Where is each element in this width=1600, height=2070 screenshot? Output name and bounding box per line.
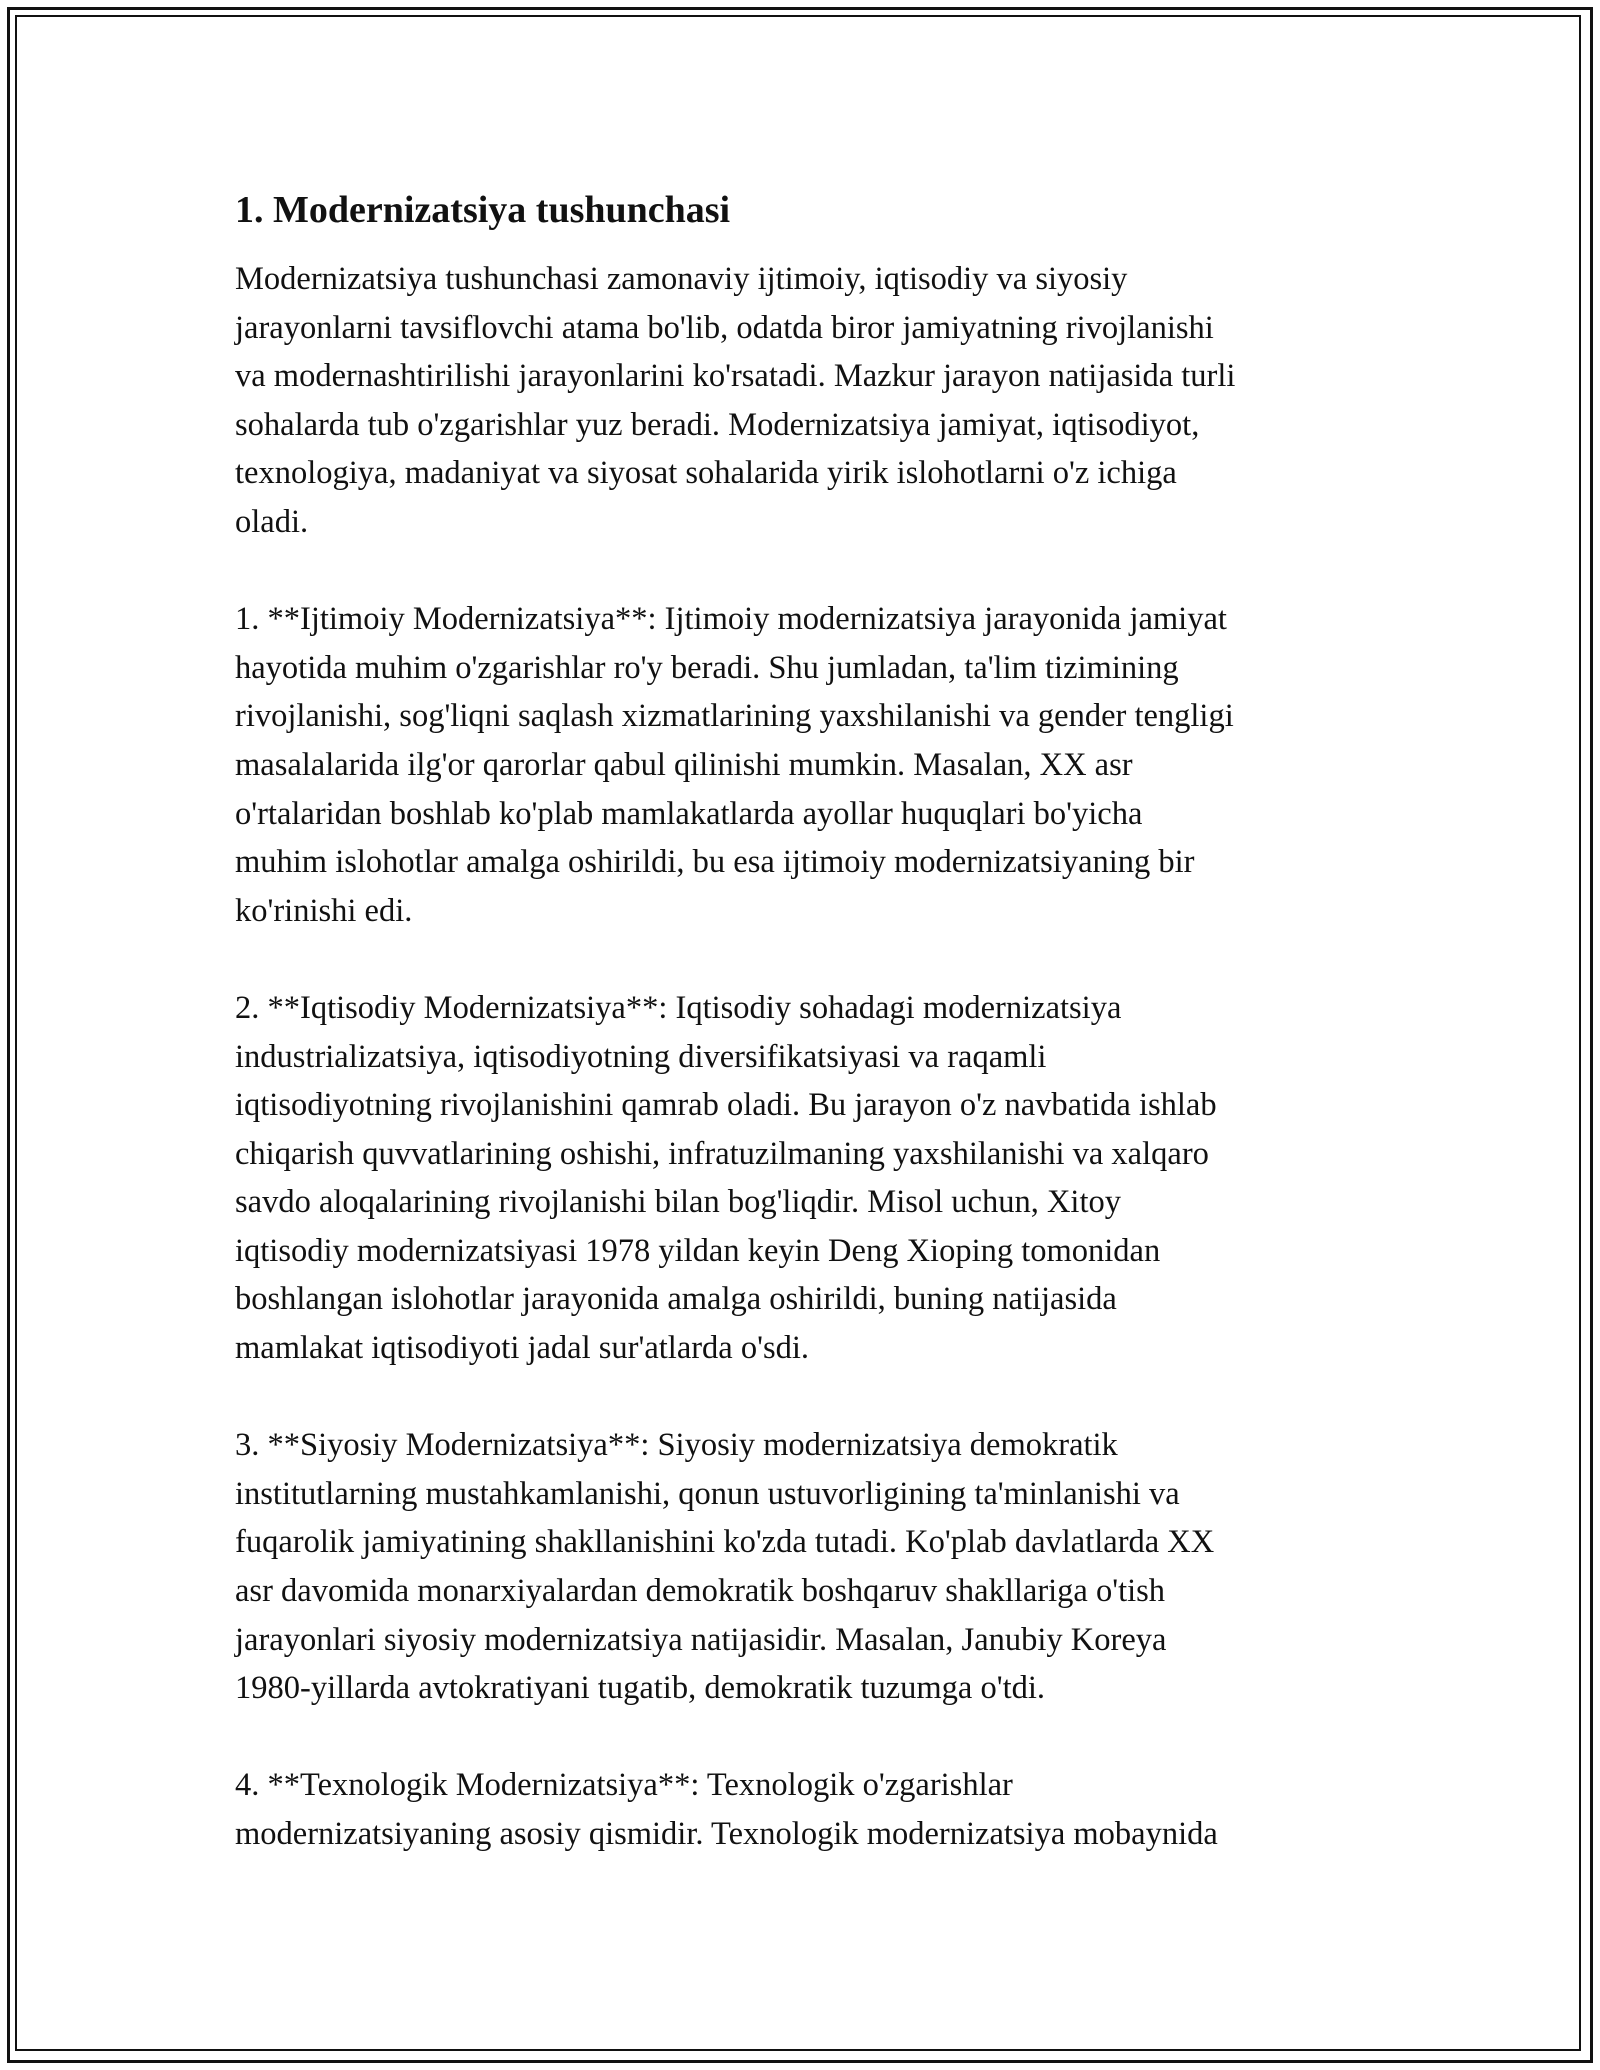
text-line: 1. **Ijtimoiy Modernizatsiya**: Ijtimoiy modernizatsiya jarayonida jamiyat xyxy=(235,601,1227,638)
text-line: o'rtalaridan boshlab ko'plab mamlakatlarda ayollar huquqlari bo'yicha xyxy=(235,795,1143,832)
paragraph-political-modernization xyxy=(235,1421,1370,1713)
paragraph-intro xyxy=(235,255,1370,547)
text-line: oladi. xyxy=(235,503,309,540)
text-line: 2. **Iqtisodiy Modernizatsiya**: Iqtisodiy sohadagi modernizatsiya xyxy=(235,989,1122,1026)
text-line: 3. **Siyosiy Modernizatsiya**: Siyosiy modernizatsiya demokratik xyxy=(235,1427,1118,1464)
text-line: iqtisodiyotning rivojlanishini qamrab oladi. Bu jarayon o'z navbatida ishlab xyxy=(235,1087,1217,1124)
text-line: 4. **Texnologik Modernizatsiya**: Texnologik o'zgarishlar xyxy=(235,1767,1013,1804)
text-line: asr davomida monarxiyalardan demokratik boshqaruv shakllariga o'tish xyxy=(235,1573,1166,1610)
text-line: institutlarning mustahkamlanishi, qonun ustuvorligining ta'minlanishi va xyxy=(235,1475,1180,1512)
text-line: savdo aloqalarining rivojlanishi bilan bog'liqdir. Misol uchun, Xitoy xyxy=(235,1184,1121,1221)
text-line: rivojlanishi, sog'liqni saqlash xizmatlarining yaxshilanishi va gender tengligi xyxy=(235,698,1234,735)
text-line: fuqarolik jamiyatining shakllanishini ko'zda tutadi. Ko'plab davlatlarda XX xyxy=(235,1524,1215,1561)
paragraph-social-modernization xyxy=(235,595,1370,935)
text-line: 1980-yillarda avtokratiyani tugatib, demokratik tuzumga o'tdi. xyxy=(235,1670,1046,1707)
text-line: iqtisodiy modernizatsiyasi 1978 yildan keyin Deng Xioping tomonidan xyxy=(235,1232,1161,1269)
text-line: texnologiya, madaniyat va siyosat sohalarida yirik islohotlarni o'z ichiga xyxy=(235,455,1177,492)
text-line: hayotida muhim o'zgarishlar ro'y beradi. Shu jumladan, ta'lim tizimining xyxy=(235,649,1179,686)
document-body xyxy=(235,185,1370,1907)
text-line: va modernashtirilishi jarayonlarini ko'rsatadi. Mazkur jarayon natijasida turli xyxy=(235,358,1236,395)
text-line: chiqarish quvvatlarining oshishi, infratuzilmaning yaxshilanishi va xalqaro xyxy=(235,1135,1209,1172)
text-line: masalalarida ilg'or qarorlar qabul qilinishi mumkin. Masalan, XX asr xyxy=(235,746,1133,783)
text-line: mamlakat iqtisodiyoti jadal sur'atlarda o'sdi. xyxy=(235,1330,810,1367)
section-heading: 1. Modernizatsiya tushunchasi xyxy=(235,189,731,231)
text-line: Modernizatsiya tushunchasi zamonaviy ijtimoiy, iqtisodiy va siyosiy xyxy=(235,261,1128,297)
text-line: industrializatsiya, iqtisodiyotning diversifikatsiyasi va raqamli xyxy=(235,1038,1047,1075)
text-line: sohalarda tub o'zgarishlar yuz beradi. Modernizatsiya jamiyat, iqtisodiyot, xyxy=(235,406,1200,443)
text-line: boshlangan islohotlar jarayonida amalga oshirildi, buning natijasida xyxy=(235,1281,1117,1318)
text-line: muhim islohotlar amalga oshirildi, bu esa ijtimoiy modernizatsiyaning bir xyxy=(235,844,1195,881)
text-line: modernizatsiyaning asosiy qismidir. Texnologik modernizatsiya mobaynida xyxy=(235,1816,1218,1852)
text-line: ko'rinishi edi. xyxy=(235,892,413,929)
text-line: jarayonlari siyosiy modernizatsiya natijasidir. Masalan, Janubiy Koreya xyxy=(235,1621,1167,1658)
paragraph-technological-modernization xyxy=(235,1761,1370,1858)
text-line: jarayonlarni tavsiflovchi atama bo'lib, odatda biror jamiyatning rivojlanishi xyxy=(235,309,1214,346)
paragraph-economic-modernization xyxy=(235,984,1370,1373)
